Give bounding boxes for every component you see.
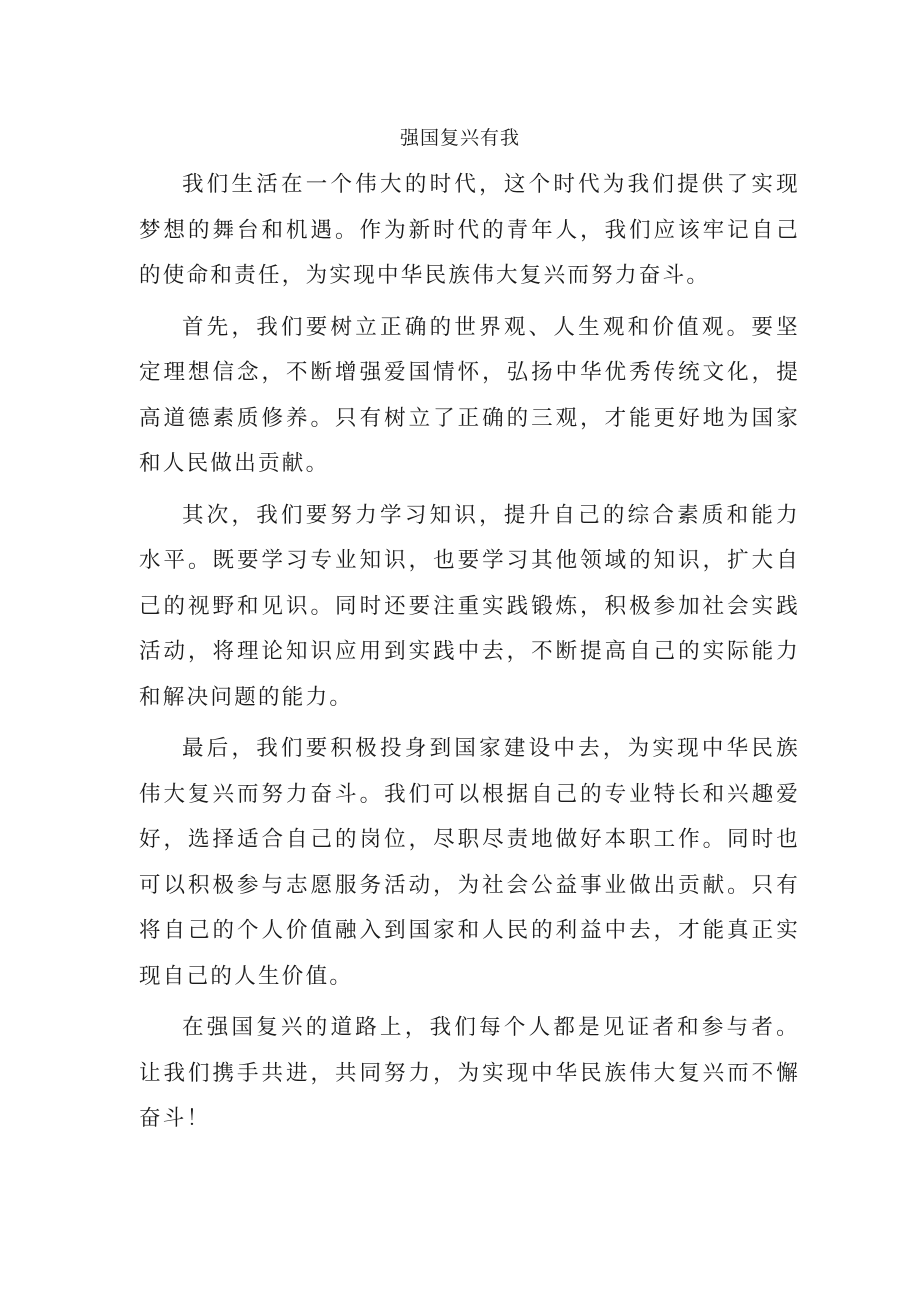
paragraph-second: 其次，我们要努力学习知识，提升自己的综合素质和能力水平。既要学习专业知识，也要学习其他领域的知识，扩大自己的视野和见识。同时还要注重实践锻炼，积极参加社会实践活动，将理论知识应用到实践中去，不断提高自己的实际能力和解决问题的能力。 [139,502,800,710]
paragraph-last: 最后，我们要积极投身到国家建设中去，为实现中华民族伟大复兴而努力奋斗。我们可以根据自己的专业特长和兴趣爱好，选择适合自己的岗位，尽职尽责地做好本职工作。同时也可以积极参与志愿服务活动，为社会公益事业做出贡献。只有将自己的个人价值融入到国家和人民的利益中去，才能真正实现自己的人生价值。 [139,736,800,989]
paragraph-first: 首先，我们要树立正确的世界观、人生观和价值观。要坚定理想信念，不断增强爱国情怀，弘扬中华优秀传统文化，提高道德素质修养。只有树立了正确的三观，才能更好地为国家和人民做出贡献。 [139,314,800,476]
paragraph-intro: 我们生活在一个伟大的时代，这个时代为我们提供了实现梦想的舞台和机遇。作为新时代的青年人，我们应该牢记自己的使命和责任，为实现中华民族伟大复兴而努力奋斗。 [139,172,800,288]
paragraph-conclusion: 在强国复兴的道路上，我们每个人都是见证者和参与者。让我们携手共进，共同努力，为实现中华民族伟大复兴而不懈奋斗！ [139,1015,800,1131]
document-title: 强国复兴有我 [399,127,520,149]
document-body [139,162,800,1148]
